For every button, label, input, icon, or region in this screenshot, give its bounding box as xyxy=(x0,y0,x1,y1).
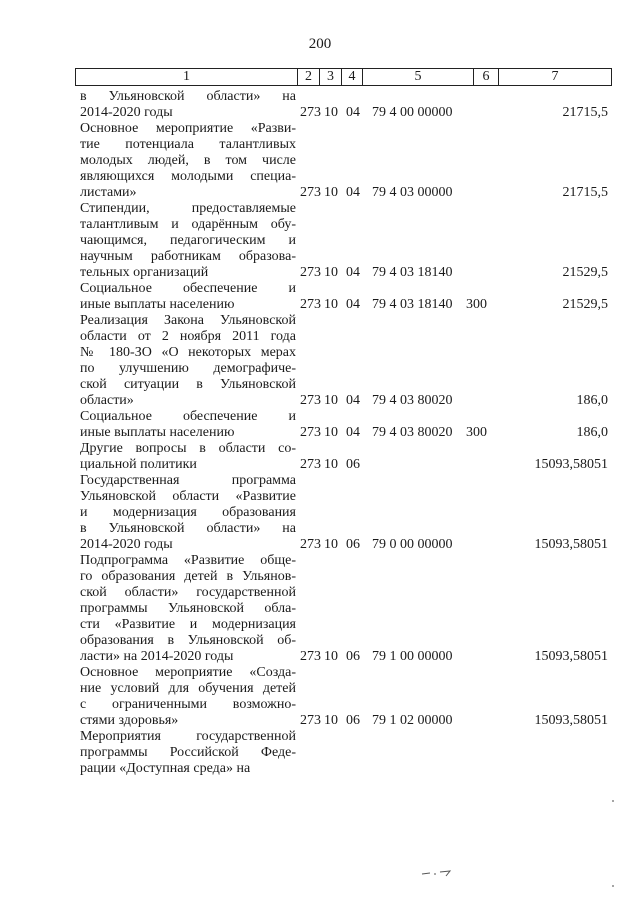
code-subsection-cell: 06 xyxy=(346,649,360,664)
description-line: Государственная программа xyxy=(80,473,296,488)
description-line: являющихся молодыми специа- xyxy=(80,169,296,184)
code-target-item-cell: 79 4 03 18140 xyxy=(372,297,453,312)
code-chapter-cell: 10 xyxy=(324,297,338,312)
table-row xyxy=(80,553,610,665)
table-row xyxy=(80,201,610,281)
description-line: ласти» на 2014-2020 годы xyxy=(80,649,234,664)
code-section-cell: 273 xyxy=(300,649,321,664)
description-line: 2014-2020 годы xyxy=(80,537,173,552)
amount-cell: 21529,5 xyxy=(562,297,608,312)
table-row xyxy=(80,281,610,313)
description-line: ской ситуации в Ульяновской xyxy=(80,377,296,392)
table-row xyxy=(80,409,610,441)
code-target-item-cell: 79 4 03 18140 xyxy=(372,265,453,280)
description-line: Основное мероприятие «Созда- xyxy=(80,665,296,680)
code-chapter-cell: 10 xyxy=(324,457,338,472)
description-line: иные выплаты населению xyxy=(80,425,235,440)
table-header xyxy=(75,68,612,86)
description-line: Социальное обеспечение и xyxy=(80,409,296,424)
description-line: сти «Развитие и модернизация xyxy=(80,617,296,632)
code-chapter-cell: 10 xyxy=(324,649,338,664)
description-line: 2014-2020 годы xyxy=(80,105,173,120)
code-section-cell: 273 xyxy=(300,265,321,280)
description-line: Подпрограмма «Развитие обще- xyxy=(80,553,296,568)
code-target-item-cell: 79 0 00 00000 xyxy=(372,537,453,552)
row-description xyxy=(80,89,296,121)
column-header-7: 7 xyxy=(498,69,611,85)
description-line: иные выплаты населению xyxy=(80,297,235,312)
description-line: листами» xyxy=(80,185,137,200)
code-section-cell: 273 xyxy=(300,393,321,408)
description-line: в Ульяновской области» на xyxy=(80,521,296,536)
code-target-item-cell: 79 4 00 00000 xyxy=(372,105,453,120)
table-row xyxy=(80,473,610,553)
amount-cell: 21529,5 xyxy=(562,265,608,280)
code-expense-type-cell: 300 xyxy=(466,425,487,440)
amount-cell: 186,0 xyxy=(576,425,608,440)
code-subsection-cell: 04 xyxy=(346,105,360,120)
description-line: программы Ульяновской обла- xyxy=(80,601,296,616)
row-description xyxy=(80,313,296,409)
code-chapter-cell: 10 xyxy=(324,713,338,728)
row-description xyxy=(80,729,296,777)
description-line: тельных организаций xyxy=(80,265,209,280)
table-row xyxy=(80,89,610,121)
description-line: рации «Доступная среда» на xyxy=(80,761,251,776)
code-chapter-cell: 10 xyxy=(324,425,338,440)
table-row xyxy=(80,665,610,729)
description-line: научным работникам образова- xyxy=(80,249,296,264)
code-target-item-cell: 79 4 03 80020 xyxy=(372,393,453,408)
description-line: Основное мероприятие «Разви- xyxy=(80,121,296,136)
description-line: с ограниченными возможно- xyxy=(80,697,296,712)
row-description xyxy=(80,409,296,441)
description-line: № 180-ЗО «О некоторых мерах xyxy=(80,345,296,360)
row-description xyxy=(80,201,296,281)
row-description xyxy=(80,281,296,313)
table-row xyxy=(80,441,610,473)
description-line: ской области» государственной xyxy=(80,585,296,600)
column-header-1: 1 xyxy=(183,69,190,84)
table-row xyxy=(80,121,610,201)
description-line: Реализация Закона Ульяновской xyxy=(80,313,296,328)
code-section-cell: 273 xyxy=(300,713,321,728)
amount-cell: 15093,58051 xyxy=(534,649,608,664)
amount-cell: 15093,58051 xyxy=(534,537,608,552)
scan-speck xyxy=(612,885,614,887)
code-chapter-cell: 10 xyxy=(324,393,338,408)
description-line: области» xyxy=(80,393,134,408)
description-line: Социальное обеспечение и xyxy=(80,281,296,296)
column-header-5: 5 xyxy=(362,69,473,85)
description-line: и модернизация образования xyxy=(80,505,296,520)
description-line: го образования детей в Ульянов- xyxy=(80,569,296,584)
code-subsection-cell: 04 xyxy=(346,297,360,312)
description-line: молодых людей, в том числе xyxy=(80,153,296,168)
description-line: тие потенциала талантливых xyxy=(80,137,296,152)
row-description xyxy=(80,665,296,729)
description-line: программы Российской Феде- xyxy=(80,745,296,760)
code-chapter-cell: 10 xyxy=(324,185,338,200)
code-subsection-cell: 04 xyxy=(346,393,360,408)
amount-cell: 21715,5 xyxy=(562,105,608,120)
code-section-cell: 273 xyxy=(300,537,321,552)
amount-cell: 15093,58051 xyxy=(534,713,608,728)
code-section-cell: 273 xyxy=(300,185,321,200)
description-line: чающимся, педагогическим и xyxy=(80,233,296,248)
description-line: стями здоровья» xyxy=(80,713,179,728)
code-target-item-cell: 79 4 03 80020 xyxy=(372,425,453,440)
code-chapter-cell: 10 xyxy=(324,105,338,120)
description-line: Стипендии, предоставляемые xyxy=(80,201,296,216)
amount-cell: 15093,58051 xyxy=(534,457,608,472)
handwritten-mark xyxy=(420,866,460,878)
description-line: Другие вопросы в области со- xyxy=(80,441,296,456)
code-subsection-cell: 04 xyxy=(346,185,360,200)
page-number: 200 xyxy=(308,36,332,52)
description-line: Мероприятия государственной xyxy=(80,729,296,744)
row-description xyxy=(80,121,296,201)
row-description xyxy=(80,441,296,473)
code-chapter-cell: 10 xyxy=(324,265,338,280)
description-line: Ульяновской области «Развитие xyxy=(80,489,296,504)
description-line: талантливым и одарённым обу- xyxy=(80,217,296,232)
row-description xyxy=(80,553,296,665)
column-header-3: 3 xyxy=(319,69,341,85)
code-section-cell: 273 xyxy=(300,105,321,120)
code-subsection-cell: 06 xyxy=(346,457,360,472)
row-description xyxy=(80,473,296,553)
amount-cell: 21715,5 xyxy=(562,185,608,200)
amount-cell: 186,0 xyxy=(576,393,608,408)
code-chapter-cell: 10 xyxy=(324,537,338,552)
table-body xyxy=(80,89,610,777)
code-target-item-cell: 79 1 02 00000 xyxy=(372,713,453,728)
description-line: в Ульяновской области» на xyxy=(80,89,296,104)
code-section-cell: 273 xyxy=(300,297,321,312)
code-target-item-cell: 79 4 03 00000 xyxy=(372,185,453,200)
column-header-6: 6 xyxy=(473,69,498,85)
table-row xyxy=(80,729,610,777)
code-target-item-cell: 79 1 00 00000 xyxy=(372,649,453,664)
table-row xyxy=(80,313,610,409)
description-line: циальной политики xyxy=(80,457,197,472)
code-subsection-cell: 06 xyxy=(346,537,360,552)
code-section-cell: 273 xyxy=(300,457,321,472)
code-expense-type-cell: 300 xyxy=(466,297,487,312)
column-header-4: 4 xyxy=(341,69,362,85)
code-subsection-cell: 04 xyxy=(346,425,360,440)
description-line: ние условий для обучения детей xyxy=(80,681,296,696)
description-line: образования в Ульяновской об- xyxy=(80,633,296,648)
description-line: по улучшению демографиче- xyxy=(80,361,296,376)
code-section-cell: 273 xyxy=(300,425,321,440)
description-line: области от 2 ноября 2011 года xyxy=(80,329,296,344)
code-subsection-cell: 06 xyxy=(346,713,360,728)
column-header-2: 2 xyxy=(297,69,319,85)
scan-speck xyxy=(612,800,614,802)
code-subsection-cell: 04 xyxy=(346,265,360,280)
